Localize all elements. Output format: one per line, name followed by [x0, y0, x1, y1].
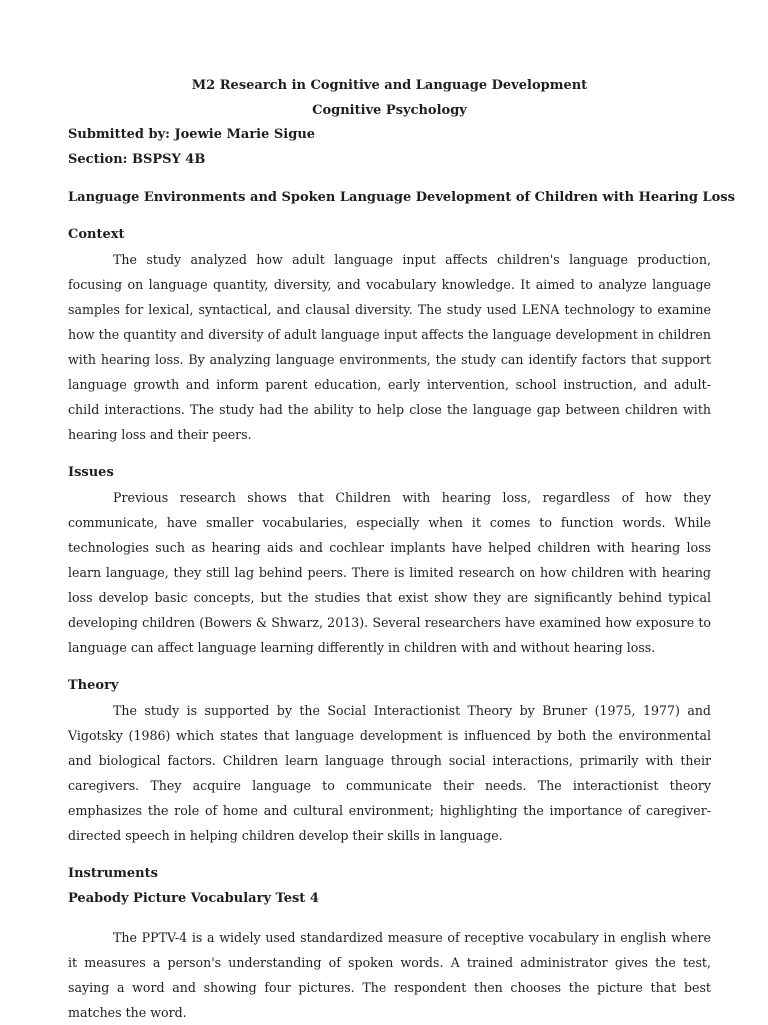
- instruments-heading: Instruments: [68, 866, 158, 881]
- submitted-by: Submitted by: Joewie Marie Sigue: [68, 127, 316, 142]
- context-paragraph: The study analyzed how adult language input affects children's language production, focusing on language quantity, diversity, and vocabulary knowledge. It aimed to analyze language samples for lexical, syntactical, and clausal diversity. The study used LENA technology to examine how the quantity and diversity of adult language input affects the language development in children with hearing loss. By analyzing language environments, the study can identify factors that support language growth and inform parent education, early intervention, school instruction, and adult-child interactions. The study had the ability to help close the language gap between children with hearing loss and their peers.: [68, 252, 711, 442]
- instrument-subheading: Peabody Picture Vocabulary Test 4: [68, 891, 319, 906]
- theory-paragraph: The study is supported by the Social Interactionist Theory by Bruner (1975, 1977) and Vigotsky (1986) which states that language development is influenced by both the environmental and biological factors. Children learn language through social interactions, primarily with their caregivers. They acquire language to communicate their needs. The interactionist theory emphasizes the role of home and cultural environment; highlighting the importance of caregiver-directed speech in helping children develop their skills in language.: [68, 703, 711, 843]
- context-heading: Context: [68, 227, 125, 242]
- course-title: M2 Research in Cognitive and Language Development: [191, 78, 588, 93]
- issues-heading: Issues: [68, 465, 114, 480]
- section-label: Section: BSPSY 4B: [68, 151, 206, 167]
- course-subtitle: Cognitive Psychology: [312, 102, 467, 118]
- theory-heading: Theory: [68, 678, 119, 693]
- instruments-paragraph: The PPTV-4 is a widely used standardized measure of receptive vocabulary in english where it measures a person's understanding of spoken words. A trained administrator gives the test, saying a word and showing four pictures. The respondent then chooses the picture that best matches the word.: [68, 930, 711, 1020]
- issues-paragraph: Previous research shows that Children with hearing loss, regardless of how they communicate, have smaller vocabularies, especially when it comes to function words. While technologies such as hearing aids and cochlear implants have helped children with hearing loss learn language, they still lag behind peers. There is limited research on how children with hearing loss develop basic concepts, but the studies that exist show they are significantly behind typical developing children (Bowers & Shwarz, 2013). Several researchers have examined how exposure to language can affect language learning differently in children with and without hearing loss.: [68, 490, 711, 655]
- paper-title: Language Environments and Spoken Language Development of Children with Hearing Loss: [68, 190, 735, 205]
